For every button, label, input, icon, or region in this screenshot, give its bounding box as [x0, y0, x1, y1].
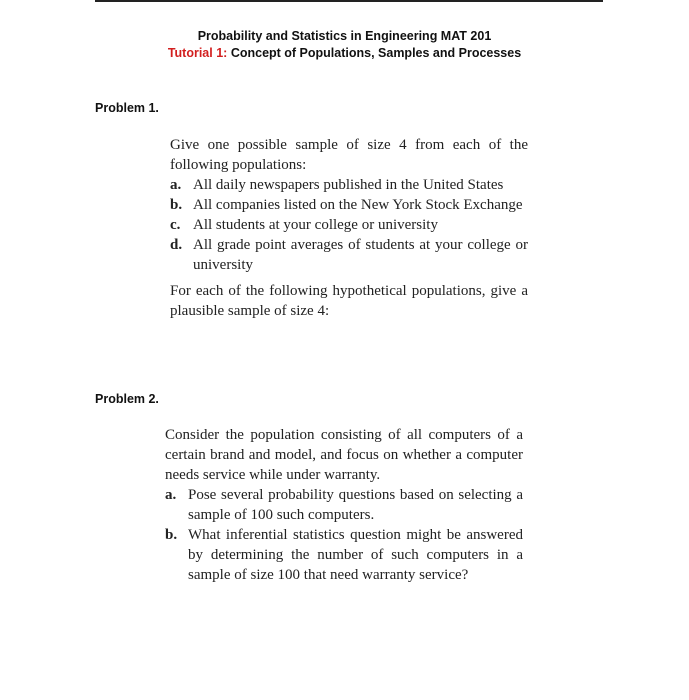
list-text: All students at your college or university — [193, 217, 438, 233]
tutorial-title: Concept of Populations, Samples and Processes — [230, 46, 522, 60]
problem-2-intro: Consider the population consisting of all computers of a certain brand and model, and focus on whether a computer needs service while under warranty. — [165, 427, 523, 483]
list-marker: c. — [170, 217, 181, 233]
tutorial-heading — [0, 45, 689, 62]
tutorial-label: Tutorial 1: — [167, 46, 228, 60]
list-text: All grade point averages of students at your college or university — [193, 237, 528, 273]
problem-1-label: Problem 1. — [95, 101, 159, 115]
problem-2-label: Problem 2. — [95, 392, 159, 406]
list-item — [170, 195, 528, 215]
problem-1-body — [170, 135, 528, 321]
list-text: Pose several probability questions based on selecting a sample of 100 such computers. — [188, 487, 523, 523]
problem-1-followup: For each of the following hypothetical populations, give a plausible sample of size 4: — [170, 283, 528, 319]
list-item — [170, 235, 528, 275]
list-item — [165, 485, 523, 525]
top-rule — [95, 0, 603, 2]
list-text: All companies listed on the New York Stock Exchange — [193, 197, 523, 213]
list-item — [170, 175, 528, 195]
problem-1-intro: Give one possible sample of size 4 from each of the following populations: — [170, 137, 528, 173]
list-item — [170, 215, 528, 235]
course-title: Probability and Statistics in Engineering MAT 201 — [197, 29, 492, 43]
list-item — [165, 525, 523, 585]
list-text: What inferential statistics question might be answered by determining the number of such computers in a sample of size 100 that need warranty service? — [188, 527, 523, 583]
list-marker: a. — [165, 487, 177, 503]
list-text: All daily newspapers published in the United States — [193, 177, 504, 193]
problem-2-body — [165, 425, 523, 585]
list-marker: b. — [170, 197, 183, 213]
list-marker: d. — [170, 237, 183, 253]
list-marker: b. — [165, 527, 178, 543]
document-header — [0, 28, 689, 62]
list-marker: a. — [170, 177, 182, 193]
